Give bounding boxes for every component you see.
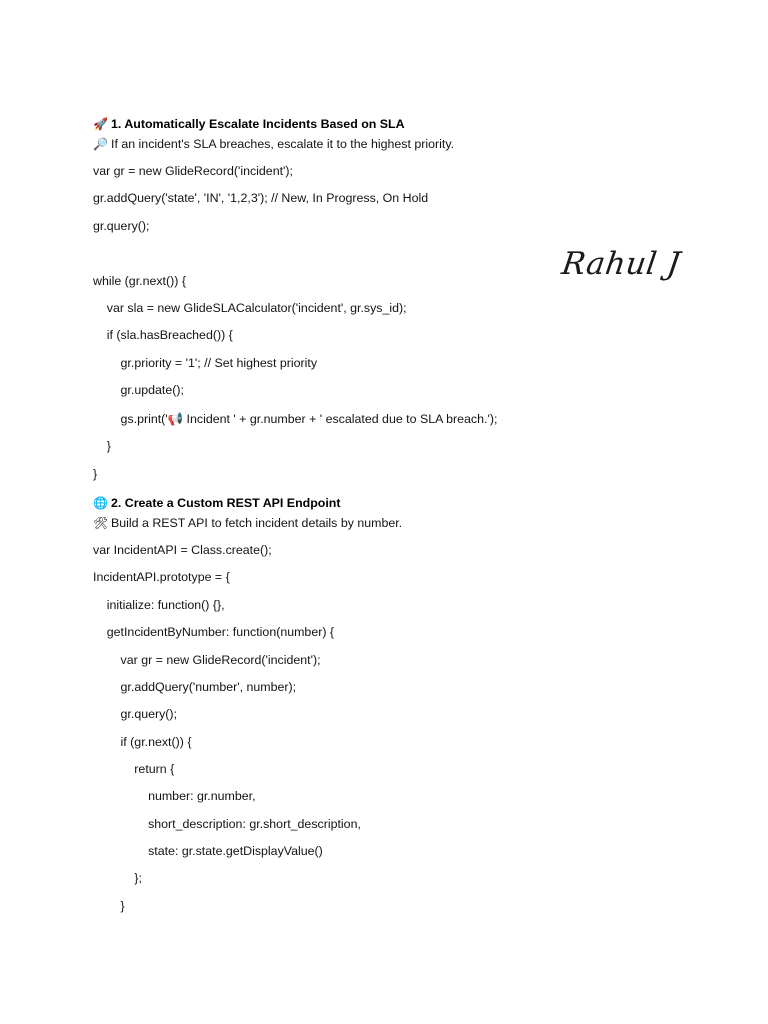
section-2-description	[93, 515, 402, 531]
code-line: IncidentAPI.prototype = {	[93, 570, 230, 584]
code-line: getIncidentByNumber: function(number) {	[93, 625, 335, 639]
section-1-description	[93, 136, 454, 152]
magnifier-icon: 🔎	[93, 137, 108, 151]
code-line: gs.print('📢 Incident ' + gr.number + ' escalated due to SLA breach.');	[93, 412, 498, 426]
code-line: };	[93, 871, 142, 885]
section-2-title: 2. Create a Custom REST API Endpoint	[111, 496, 341, 510]
code-line: gr.query();	[93, 707, 178, 721]
code-line: }	[93, 899, 125, 913]
code-line: var IncidentAPI = Class.create();	[93, 543, 272, 557]
section-1-title: 1. Automatically Escalate Incidents Based on SLA	[111, 117, 405, 131]
code-line: var gr = new GlideRecord('incident');	[93, 164, 293, 178]
section-2-heading	[93, 495, 341, 511]
section-1-description-text: If an incident's SLA breaches, escalate it to the highest priority.	[111, 137, 455, 151]
code-line: var sla = new GlideSLACalculator('incident', gr.sys_id);	[93, 301, 407, 315]
signature: Rahul J	[559, 246, 683, 282]
globe-icon: 🌐	[93, 496, 108, 510]
section-2-description-text: Build a REST API to fetch incident details by number.	[111, 516, 403, 530]
code-line: var gr = new GlideRecord('incident');	[93, 653, 321, 667]
rocket-icon: 🚀	[93, 117, 108, 131]
section-1-heading	[93, 116, 405, 132]
tools-icon: 🛠	[93, 516, 109, 530]
code-line: if (gr.next()) {	[93, 735, 192, 749]
code-line: initialize: function() {},	[93, 598, 225, 612]
code-line: gr.query();	[93, 219, 150, 233]
code-line: }	[93, 467, 98, 481]
code-line: gr.addQuery('number', number);	[93, 680, 297, 694]
code-line: number: gr.number,	[93, 789, 256, 803]
code-line: }	[93, 439, 111, 453]
code-line: short_description: gr.short_description,	[93, 817, 361, 831]
code-line: return {	[93, 762, 175, 776]
code-line: if (sla.hasBreached()) {	[93, 328, 233, 342]
code-line: gr.priority = '1'; // Set highest priority	[93, 356, 318, 370]
code-line: while (gr.next()) {	[93, 274, 186, 288]
code-line: gr.update();	[93, 383, 184, 397]
code-line: state: gr.state.getDisplayValue()	[93, 844, 323, 858]
code-line: gr.addQuery('state', 'IN', '1,2,3'); // New, In Progress, On Hold	[93, 191, 429, 205]
